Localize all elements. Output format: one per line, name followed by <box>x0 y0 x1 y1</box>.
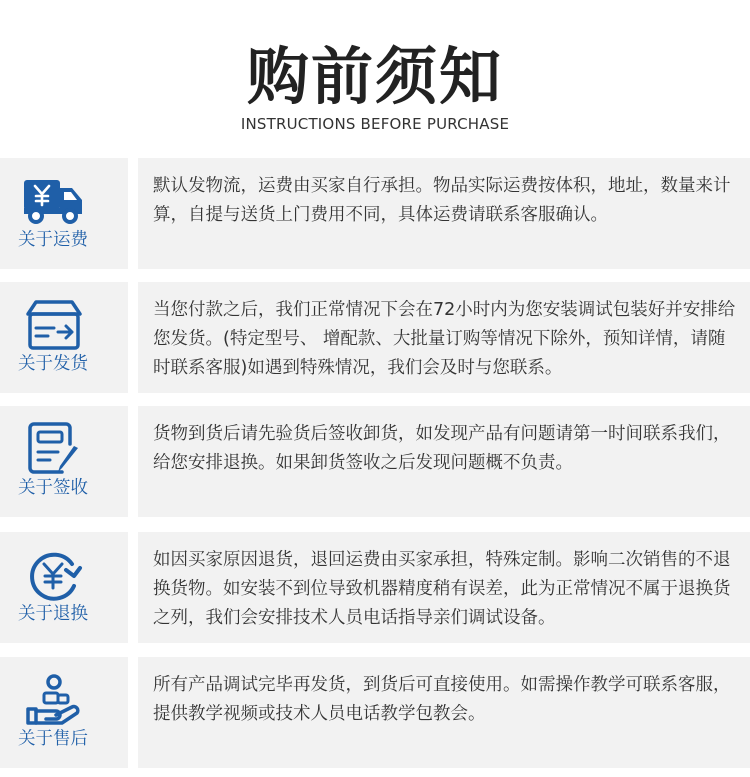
section-text-panel <box>138 158 750 269</box>
section-label: 关于退换 <box>18 604 88 624</box>
section-text-panel <box>138 657 750 768</box>
section-text-panel <box>138 406 750 517</box>
hand-service-icon <box>22 673 86 729</box>
section-text-panel <box>138 532 750 643</box>
truck-yuan-icon <box>22 174 86 230</box>
section-label: 关于签收 <box>18 478 88 498</box>
page-header <box>0 0 750 160</box>
page-title: 购前须知 <box>246 40 503 113</box>
refund-yuan-icon <box>22 548 86 604</box>
section-text: 货物到货后请先验货后签收卸货，如发现产品有问题请第一时间联系我们，给您安排退换。如果卸货签收之后发现问题概不负责。 <box>153 424 731 473</box>
icon-panel <box>0 532 128 643</box>
icon-panel <box>0 657 128 768</box>
section-label: 关于发货 <box>18 354 88 374</box>
icon-panel <box>0 406 128 517</box>
section-text: 当您付款之后，我们正常情况下会在72小时内为您安装调试包装好并安排给您发货。(特定型号、 增配款、大批量订购等情况下除外，预知详情，请随时联系客服)如遇到特殊情况，我们会及时与您联系。 <box>153 300 736 378</box>
section-text: 如因买家原因退货，退回运费由买家承担，特殊定制。影响二次销售的不退换货物。如安装不到位导致机器精度稍有误差，此为正常情况不属于退换货之列，我们会安排技术人员电话指导亲们调试设备。 <box>153 550 731 628</box>
section-label: 关于运费 <box>18 230 88 250</box>
icon-panel <box>0 282 128 393</box>
section-text: 默认发物流，运费由买家自行承担。物品实际运费按体积，地址，数量来计算，自提与送货上门费用不同，具体运费请联系客服确认。 <box>153 176 731 225</box>
shipping-box-icon <box>22 298 86 354</box>
sign-document-icon <box>22 422 86 478</box>
section-text: 所有产品调试完毕再发货，到货后可直接使用。如需操作教学可联系客服，提供教学视频或技术人员电话教学包教会。 <box>153 675 731 724</box>
page-subtitle: INSTRUCTIONS BEFORE PURCHASE <box>240 115 510 133</box>
section-text-panel <box>138 282 750 393</box>
icon-panel <box>0 158 128 269</box>
section-label: 关于售后 <box>18 729 88 749</box>
